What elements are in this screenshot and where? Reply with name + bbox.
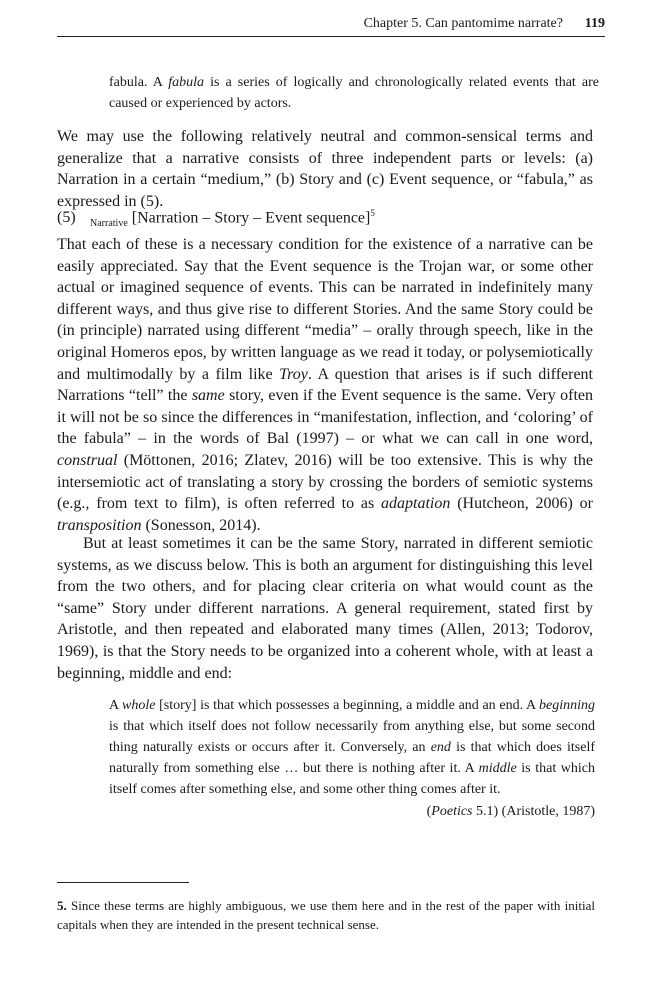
footnote	[57, 896, 595, 934]
body-text: . A question that arises is if such different Narrations “tell” the	[57, 365, 593, 405]
quote-text: is that which itself does not follow necessarily from anything else, but some second thing naturally exists or occurs after it. Conversely, an	[109, 719, 595, 755]
quote-text: is a series of logically and chronologically related events that are caused or experienced by actors.	[109, 75, 599, 111]
italic-term: construal	[57, 451, 118, 469]
quote-italic-term: end	[430, 740, 451, 755]
body-text: That each of these is a necessary condition for the existence of a narrative can be easily appreciated. Say that the Event sequence is the Trojan war, or some other actual or imagined sequence of events. This can be narrated in indefinitely many different ways, and thus give rise to different Stories. And the same Story could be (in principle) narrated using different “media” – orally through speech, like in the original Homeros epos, by written language as we read it today, or polysemiotically and multimodally by a film like	[57, 236, 593, 383]
italic-term: adaptation	[381, 495, 451, 513]
block-quote-fabula-definition	[109, 72, 599, 114]
footnote-divider	[57, 882, 189, 883]
italic-emphasis: same	[191, 387, 225, 405]
example-number: (5)	[57, 209, 76, 227]
paragraph-narrative-levels: We may use the following relatively neutral and common-sensical terms and generalize that a narrative consists of three independent parts or levels: (a) Narration in a certain “medium,” (b) Story and (c) Event sequence, or “fabula,” as expressed in (5).	[57, 128, 593, 210]
italic-term: transposition	[57, 516, 142, 534]
quote-text: fabula. A	[109, 75, 169, 90]
example-5	[57, 203, 597, 230]
citation-reference: 5.1) (Aristotle, 1987)	[472, 804, 595, 819]
body-text: story, even if the Event sequence is the same. Very often it will not be so since the differences in “manifestation, inflection, and ‘coloring’ of the fabula” – in the words of Bal (1997) – or what we can call in one word,	[57, 387, 594, 448]
footnote-number: 5.	[57, 898, 67, 913]
quote-italic-term: middle	[478, 761, 517, 776]
citation-open-paren: (	[426, 804, 432, 819]
quote-italic-term: fabula	[168, 75, 204, 90]
footnote-text: Since these terms are highly ambiguous, we use them here and in the rest of the paper with initial capitals when they are intended in the present technical sense.	[57, 898, 595, 932]
quote-italic-term: whole	[122, 698, 156, 713]
quote-text: [story] is that which possesses a beginning, a middle and an end. A	[155, 698, 539, 713]
example-subscript-label: Narrative	[90, 218, 128, 230]
quote-text: is that which itself comes after something else, and some other thing comes after it.	[109, 761, 596, 797]
page-number: 119	[584, 16, 605, 31]
footnote-reference: 5	[370, 208, 375, 218]
running-title: Chapter 5. Can pantomime narrate?	[363, 16, 563, 31]
quote-text: is that which does itself naturally from something else … but there is nothing after it. A	[109, 740, 595, 776]
citation-work-title: Poetics	[431, 804, 473, 819]
quote-italic-term: beginning	[538, 698, 595, 713]
body-text: (Möttonen, 2016; Zlatev, 2016) will be too extensive. This is why the intersemiotic act of translating a story by crossing the borders of semiotic systems (e.g., from text to film), is often referred to as	[57, 451, 593, 513]
body-text: (Sonesson, 2014).	[141, 516, 261, 534]
quote-text: A	[109, 698, 123, 713]
running-header	[57, 14, 605, 37]
paragraph-same-story: But at least sometimes it can be the same Story, narrated in different semiotic systems, as we discuss below. This is both an argument for distinguishing this level from the two others, and for placing clear criteria on what would count as the “same” Story under different narrations. A general requirement, stated first by Aristotle, and then repeated and elaborated many times (Allen, 2013; Todorov, 1969), is that the Story needs to be organized into a coherent whole, with at least a beginning, middle and end:	[57, 535, 593, 682]
paragraph-necessary-conditions	[57, 234, 593, 536]
example-content: [Narration – Story – Event sequence]	[131, 209, 371, 227]
body-text: (Hutcheon, 2006) or	[450, 495, 593, 513]
quote-citation	[109, 801, 595, 822]
italic-film-title: Troy	[279, 365, 308, 383]
block-quote-aristotle	[109, 695, 595, 800]
